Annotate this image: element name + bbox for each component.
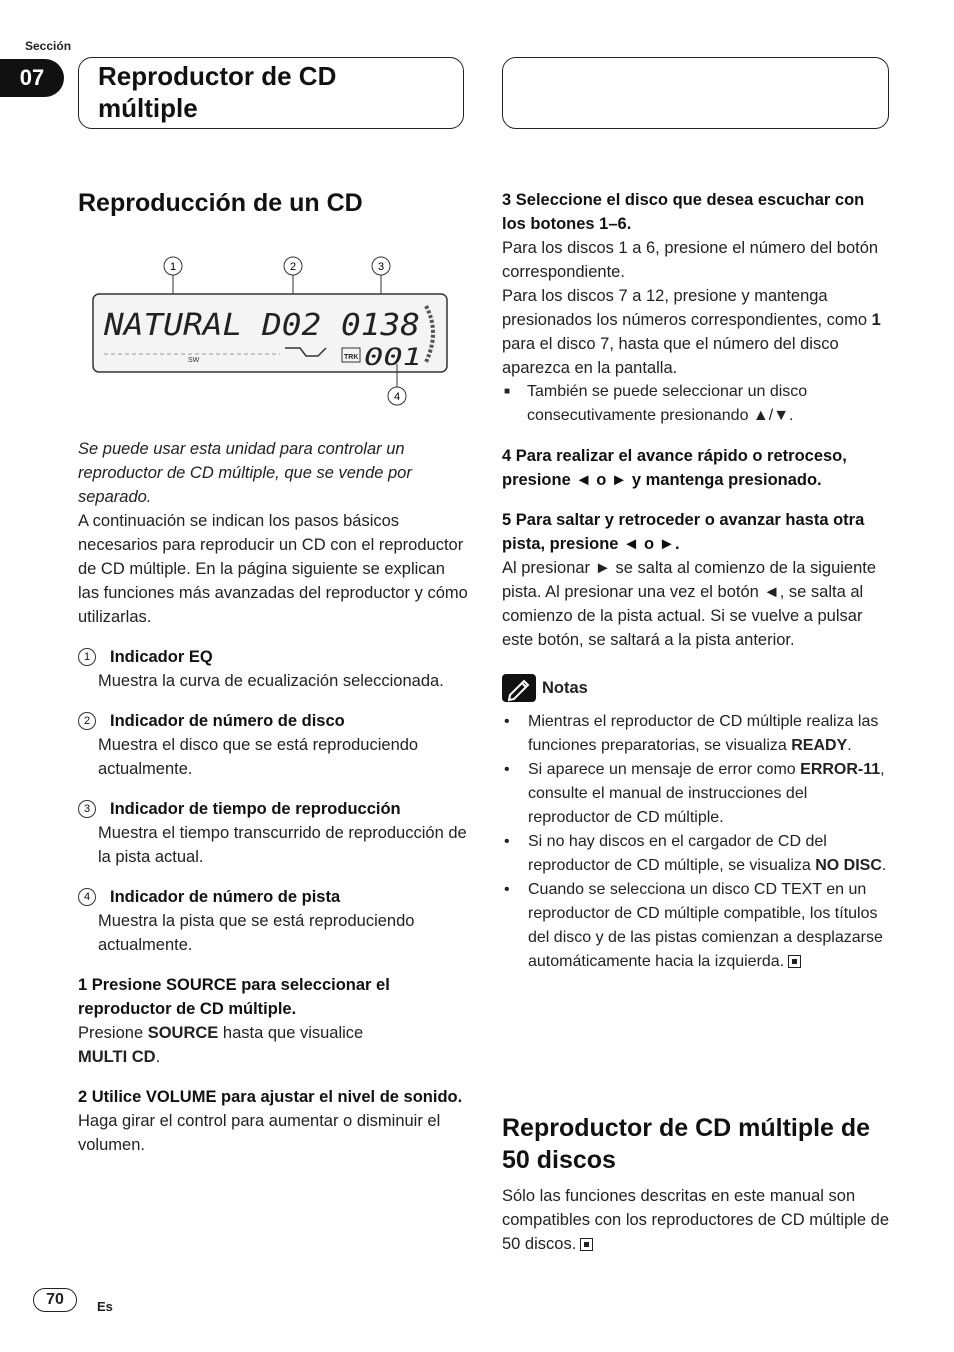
indicator-item <box>78 645 468 693</box>
indicator-item <box>78 797 468 869</box>
step-1-text: hasta que visualice <box>218 1024 364 1042</box>
left-column <box>78 187 468 219</box>
step-5 <box>502 508 892 652</box>
step-3-note-text: También se puede seleccionar un disco consecutivamente presionando ▲/▼. <box>527 383 808 424</box>
intro-italic: Se puede usar esta unidad para controlar un reproductor de CD múltiple, que se vende por separado. <box>78 440 412 506</box>
cd-display-figure <box>90 252 452 412</box>
step-3-title: 3 Seleccione el disco que desea escuchar con los botones 1–6. <box>502 191 865 233</box>
indicator-item <box>78 885 468 957</box>
chapter-title: Reproductor de CD múltiple <box>98 61 337 123</box>
indicator-number: 1 <box>78 648 96 666</box>
section-label: Sección <box>25 39 72 53</box>
step-5-title: 5 Para saltar y retroceder o avanzar hasta otra pista, presione ◄ o ►. <box>502 511 865 553</box>
square-bullet-icon: ■ <box>504 386 511 397</box>
indicator-number: 4 <box>78 888 96 906</box>
heading-50-block <box>502 1112 882 1176</box>
end-mark-icon <box>580 1238 593 1251</box>
page-number: 70 <box>33 1288 77 1312</box>
callout-3-label: 3 <box>377 261 385 273</box>
heading-50-discos: Reproductor de CD múltiple de 50 discos <box>502 1114 871 1174</box>
heading-reproduccion: Reproducción de un CD <box>78 189 363 217</box>
indicator-desc: Muestra la curva de ecualización seleccionada. <box>98 672 444 690</box>
section-number-tab: 07 <box>0 59 64 97</box>
callout-2-label: 2 <box>289 261 297 273</box>
para-50-text: Sólo las funciones descritas en este manual son compatibles con los reproductores de CD múltiple de 50 discos. <box>502 1187 890 1253</box>
end-mark-icon <box>788 955 801 968</box>
note-item: • Cuando se selecciona un disco CD TEXT en un reproductor de CD múltiple compatible, los títulos del disco y de las pistas comienzan a desplazarse automáticamente hacia la izquierda. <box>502 878 892 974</box>
pencil-icon <box>502 674 536 702</box>
indicator-item <box>78 709 468 781</box>
header-empty-box <box>502 57 889 129</box>
step-1 <box>78 973 468 1069</box>
note-item: • Si aparece un mensaje de error como ERROR-11, consulte el manual de instrucciones del reproductor de CD múltiple. <box>502 758 892 830</box>
indicator-number: 2 <box>78 712 96 730</box>
indicator-desc: Muestra el disco que se está reproduciendo actualmente. <box>98 736 419 778</box>
callout-4-label: 4 <box>393 391 401 403</box>
step-1-text: . <box>155 1048 161 1066</box>
chapter-title-box <box>78 57 464 129</box>
step-2-title: 2 Utilice VOLUME para ajustar el nivel de sonido. <box>78 1088 463 1106</box>
step-4 <box>502 444 892 492</box>
indicator-title: Indicador de tiempo de reproducción <box>110 800 401 818</box>
step-3-bold: 1 <box>871 311 881 329</box>
step-4-title: 4 Para realizar el avance rápido o retroceso, presione ◄ o ► y mantenga presionado. <box>502 447 847 489</box>
notes-label: Notas <box>542 679 588 697</box>
left-body <box>78 437 468 1157</box>
indicator-title: Indicador de número de disco <box>110 712 345 730</box>
step-1-text: Presione <box>78 1024 148 1042</box>
para-50-block <box>502 1184 892 1256</box>
notes-list <box>502 710 892 974</box>
right-column <box>502 188 892 974</box>
language-code: Es <box>97 1299 113 1314</box>
step-2-desc: Haga girar el control para aumentar o disminuir el volumen. <box>78 1112 441 1154</box>
step-3-note <box>502 380 892 428</box>
step-3-p2: Para los discos 7 a 12, presione y mantenga presionados los números correspondientes, como <box>502 287 872 329</box>
intro-text: A continuación se indican los pasos básicos necesarios para reproducir un CD con el reproductor de CD múltiple. En la página siguiente se explican las funciones más avanzadas del reproductor y cómo utilizarlas. <box>78 512 468 626</box>
lcd-main-text: NATURAL D02 0138 <box>102 308 420 343</box>
step-3-p2: para el disco 7, hasta que el número del disco aparezca en la pantalla. <box>502 335 839 377</box>
indicator-desc: Muestra el tiempo transcurrido de reproducción de la pista actual. <box>98 824 467 866</box>
indicator-number: 3 <box>78 800 96 818</box>
step-1-bold-multicd: MULTI CD <box>78 1048 156 1066</box>
lcd-trk-badge: TRK <box>344 354 359 361</box>
indicator-desc: Muestra la pista que se está reproduciendo actualmente. <box>98 912 415 954</box>
step-5-desc: Al presionar ► se salta al comienzo de la siguiente pista. Al presionar una vez el botón ◄, se salta al comienzo de la pista actual. Si se vuelve a pulsar este botón, se saltará a la pista anterior. <box>502 559 877 649</box>
step-3-p1: Para los discos 1 a 6, presione el número del botón correspondiente. <box>502 239 879 281</box>
step-1-bold-source: SOURCE <box>147 1024 219 1042</box>
indicator-title: Indicador EQ <box>110 648 213 666</box>
note-item: • Mientras el reproductor de CD múltiple realiza las funciones preparatorias, se visualiza READY. <box>502 710 892 758</box>
notes-header <box>502 674 892 702</box>
callout-1-label: 1 <box>169 261 177 273</box>
step-1-title: 1 Presione SOURCE para seleccionar el reproductor de CD múltiple. <box>78 976 390 1018</box>
lcd-sw-badge: SW <box>188 357 200 364</box>
step-2 <box>78 1085 468 1157</box>
note-item: • Si no hay discos en el cargador de CD del reproductor de CD múltiple, se visualiza NO DISC. <box>502 830 892 878</box>
lcd-track-number: 001 <box>364 343 422 371</box>
step-3 <box>502 188 892 428</box>
indicator-title: Indicador de número de pista <box>110 888 341 906</box>
